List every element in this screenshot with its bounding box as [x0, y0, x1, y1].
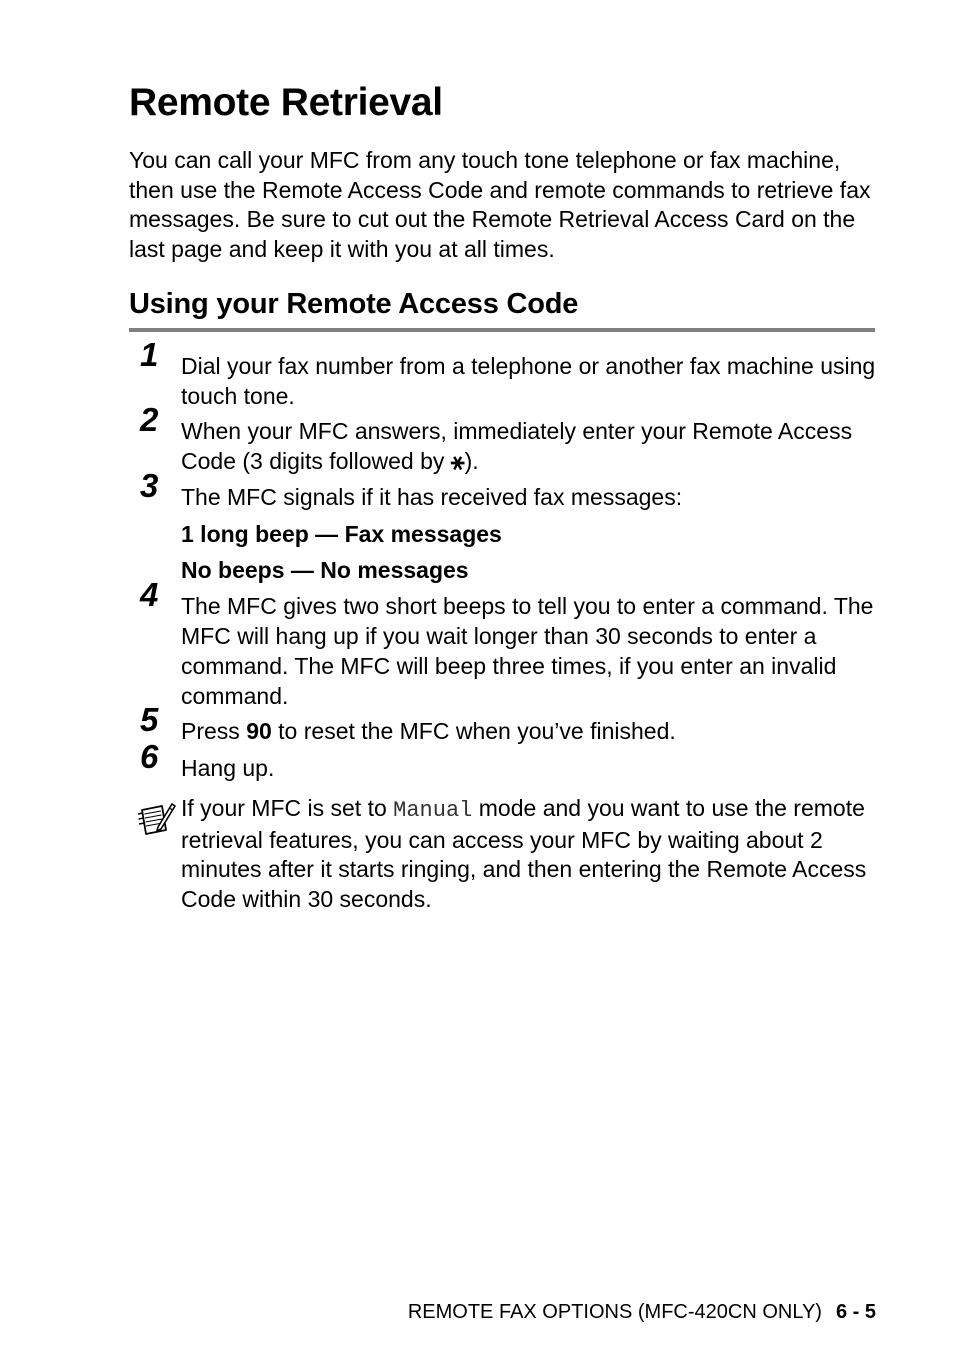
step-number: 6 [140, 738, 159, 775]
step-text [181, 416, 881, 476]
step-text: The MFC signals if it has received fax messages: [181, 484, 683, 510]
footer-chapter: REMOTE FAX OPTIONS (MFC-420CN ONLY) [407, 1301, 822, 1323]
step-text-part: ). [464, 448, 479, 474]
reset-code: 90 [246, 718, 272, 744]
step-number: 5 [140, 701, 159, 738]
step-number: 2 [140, 401, 159, 438]
page-number: 6 - 5 [835, 1301, 876, 1323]
step-number: 3 [140, 467, 159, 504]
beep-signal-fax: 1 long beep — Fax messages [181, 521, 502, 547]
note-pencil-icon [136, 800, 176, 840]
note-text-part: mode and you want to use the remote retrieval features, you can access your MFC by waiting about 2 minutes after it starts ringing, and then entering the Remote Access Code within 30 seconds. [181, 795, 867, 912]
intro-paragraph: You can call your MFC from any touch tone telephone or fax machine, then use the Remote Access Code and remote commands to retrieve fax messages. Be sure to cut out the Remote Retrieval Access Card on the last page and keep it with you at all times. [129, 147, 871, 262]
step-text: Dial your fax number from a telephone or another fax machine using touch tone. [181, 353, 876, 409]
step-text-part: Press [181, 718, 247, 744]
star-key-icon: ⚹ [450, 448, 465, 474]
manual-mode-label: Manual [393, 798, 473, 823]
beep-signal-none: No beeps — No messages [181, 557, 469, 583]
step-text-part: When your MFC answers, immediately enter your Remote Access Code (3 digits followed by [181, 418, 853, 474]
page-footer [408, 1300, 876, 1324]
step-number: 1 [140, 336, 159, 373]
section-heading: Using your Remote Access Code [129, 286, 875, 332]
step-text: Hang up. [181, 755, 275, 781]
note-text-part: If your MFC is set to [181, 795, 394, 821]
step-text: The MFC gives two short beeps to tell you to enter a command. The MFC will hang up if you wait longer than 30 seconds to enter a command. The MFC will beep three times, if you enter an invalid command. [181, 593, 874, 709]
step-text [181, 716, 881, 746]
page-title: Remote Retrieval [129, 81, 443, 124]
note-text [181, 794, 881, 914]
step-number: 4 [140, 576, 159, 613]
step-text-part: to reset the MFC when you’ve finished. [271, 718, 676, 744]
